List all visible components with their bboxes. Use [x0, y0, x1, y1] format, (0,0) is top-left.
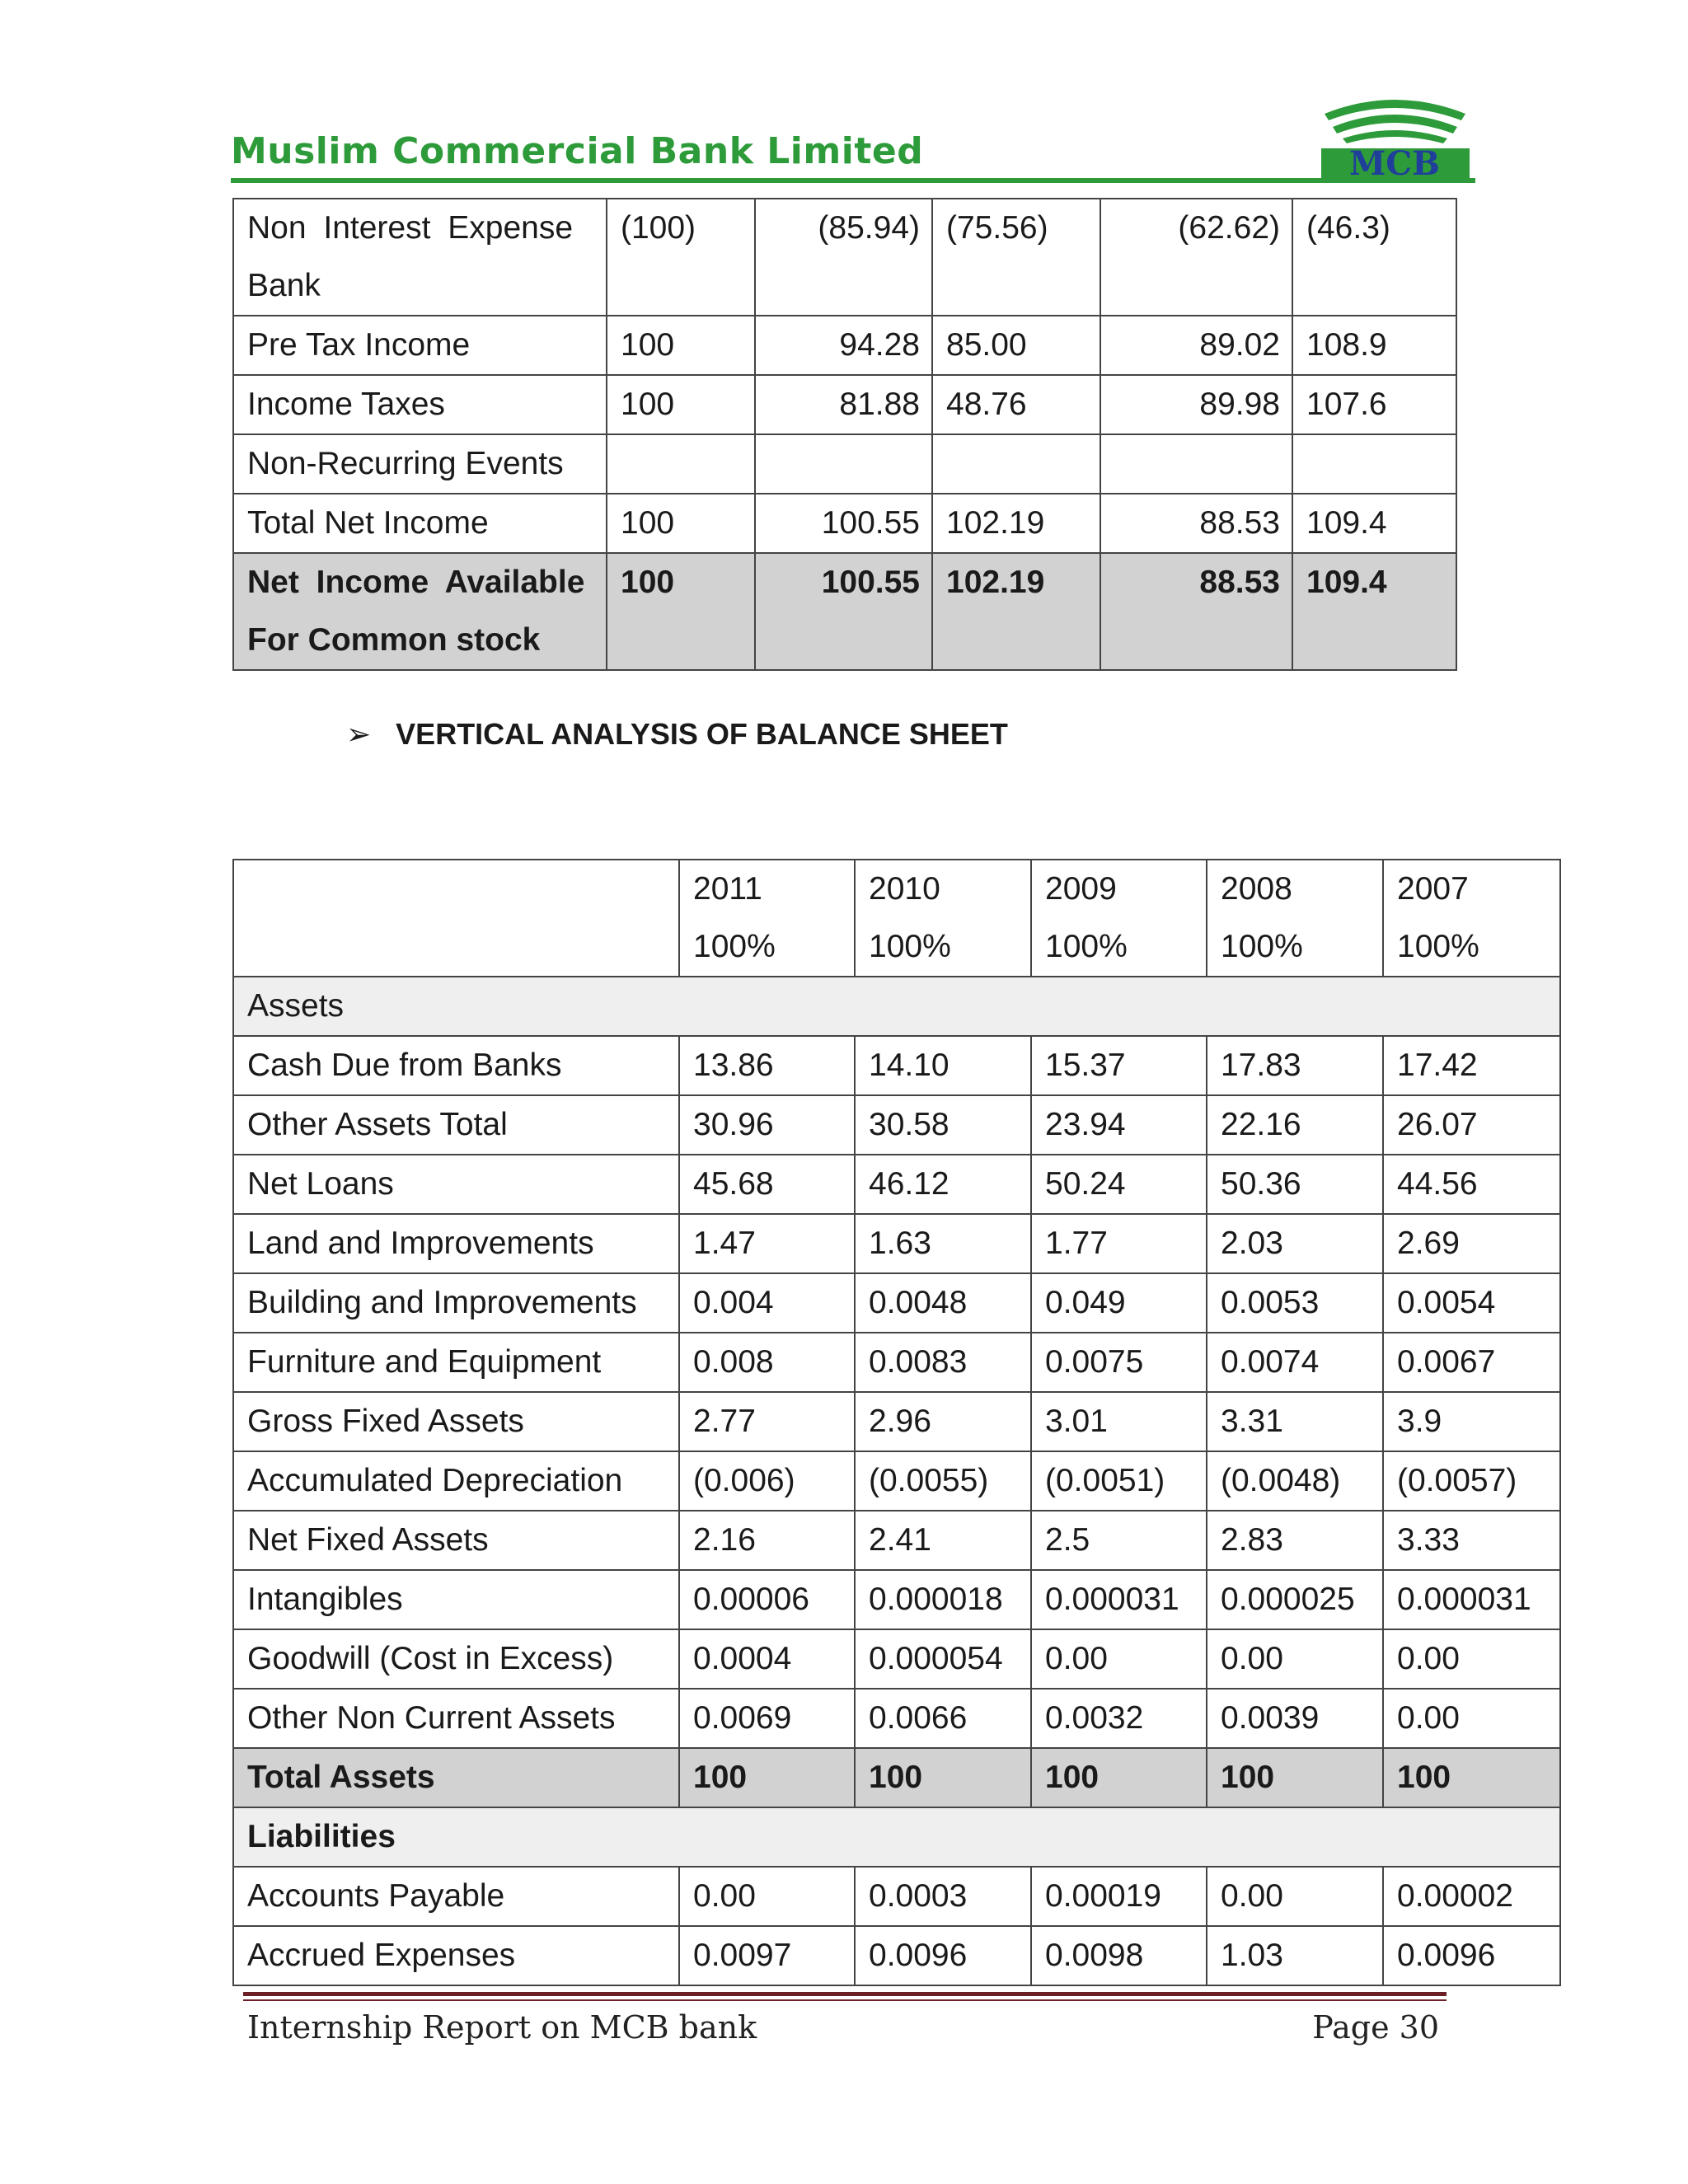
- table-cell: 0.00019: [1031, 1867, 1207, 1926]
- table-cell: 100: [679, 1748, 855, 1807]
- table-cell: (46.3): [1292, 199, 1456, 316]
- table-cell: 100: [1031, 1748, 1207, 1807]
- table-cell: (100): [607, 199, 755, 316]
- column-year: 2008: [1221, 871, 1292, 907]
- table-cell: 0.0069: [679, 1689, 855, 1748]
- table-cell: 1.03: [1207, 1926, 1383, 1985]
- row-label: Building and Improvements: [233, 1273, 679, 1333]
- table-cell: [1100, 434, 1292, 494]
- table-cell: (0.0048): [1207, 1451, 1383, 1511]
- table-row: [233, 1273, 1560, 1333]
- table-cell: 0.0074: [1207, 1333, 1383, 1392]
- table-cell: 17.83: [1207, 1036, 1383, 1095]
- table-cell: 17.42: [1383, 1036, 1560, 1095]
- table-cell: 0.0039: [1207, 1689, 1383, 1748]
- table-cell: 0.0097: [679, 1926, 855, 1985]
- footer-rule: [243, 1992, 1447, 1996]
- footer-report-title: Internship Report on MCB bank: [247, 2009, 757, 2046]
- header-blank-cell: [233, 860, 679, 977]
- table-cell: 0.000031: [1031, 1570, 1207, 1629]
- table-cell: 2.77: [679, 1392, 855, 1451]
- table-row: [233, 1689, 1560, 1748]
- table-cell: 2.5: [1031, 1511, 1207, 1570]
- table-cell: [932, 434, 1100, 494]
- table-cell: 0.0066: [855, 1689, 1031, 1748]
- table-row: [233, 1036, 1560, 1095]
- table-cell: 81.88: [755, 375, 932, 434]
- assets-section: [233, 977, 1560, 1036]
- table-cell: 0.0048: [855, 1273, 1031, 1333]
- row-label-line: Income Taxes: [247, 387, 445, 422]
- row-label: [233, 316, 607, 375]
- table-cell: 88.53: [1100, 494, 1292, 553]
- table-cell: 2.69: [1383, 1214, 1560, 1273]
- table-row: [233, 553, 1456, 670]
- column-percent: 100%: [869, 929, 951, 964]
- table-cell: 3.9: [1383, 1392, 1560, 1451]
- column-header: [855, 860, 1031, 977]
- row-label: Net Loans: [233, 1155, 679, 1214]
- table-cell: 0.000018: [855, 1570, 1031, 1629]
- row-label-line: Total Net Income: [247, 505, 489, 541]
- table-cell: 50.36: [1207, 1155, 1383, 1214]
- table-cell: 0.00: [1383, 1689, 1560, 1748]
- table-cell: 94.28: [755, 316, 932, 375]
- table-cell: 44.56: [1383, 1155, 1560, 1214]
- table-cell: 22.16: [1207, 1095, 1383, 1155]
- row-label: Total Assets: [233, 1748, 679, 1807]
- column-header: [1207, 860, 1383, 977]
- table-cell: 13.86: [679, 1036, 855, 1095]
- column-header: [679, 860, 855, 977]
- logo-text: MCB: [1349, 144, 1440, 183]
- footer-rule-thin: [243, 1999, 1447, 2001]
- table-row: [233, 494, 1456, 553]
- table-cell: 0.0096: [1383, 1926, 1560, 1985]
- table-cell: 2.83: [1207, 1511, 1383, 1570]
- table-cell: 100.55: [755, 494, 932, 553]
- row-label-line: Non-Recurring Events: [247, 446, 564, 481]
- column-year: 2011: [693, 871, 762, 907]
- table-cell: 0.00: [1207, 1629, 1383, 1689]
- table-cell: 2.16: [679, 1511, 855, 1570]
- table-cell: 109.4: [1292, 494, 1456, 553]
- table-cell: (0.0051): [1031, 1451, 1207, 1511]
- row-label: [233, 375, 607, 434]
- table-cell: 30.58: [855, 1095, 1031, 1155]
- row-label: Land and Improvements: [233, 1214, 679, 1273]
- table-cell: 48.76: [932, 375, 1100, 434]
- table-cell: [607, 434, 755, 494]
- table-row: [233, 1867, 1560, 1926]
- table-cell: 100: [607, 553, 755, 670]
- table-cell: 100: [607, 375, 755, 434]
- table-cell: 23.94: [1031, 1095, 1207, 1155]
- table-cell: 102.19: [932, 553, 1100, 670]
- balance-sheet-vertical-table: [232, 859, 1561, 1986]
- table-header-row: [233, 860, 1560, 977]
- table-cell: 100: [1207, 1748, 1383, 1807]
- table-row: [233, 1926, 1560, 1985]
- table-row: [233, 1155, 1560, 1214]
- table-cell: 0.0003: [855, 1867, 1031, 1926]
- table-cell: 46.12: [855, 1155, 1031, 1214]
- column-header: [1031, 860, 1207, 977]
- table-cell: 0.0083: [855, 1333, 1031, 1392]
- column-percent: 100%: [1397, 929, 1479, 964]
- table-cell: 15.37: [1031, 1036, 1207, 1095]
- arrow-bullet-icon: ➢: [346, 717, 372, 751]
- liabilities-section-label: Liabilities: [233, 1807, 1560, 1867]
- table-row: [233, 1748, 1560, 1807]
- table-cell: 0.000025: [1207, 1570, 1383, 1629]
- row-label-line: Net Income Available: [247, 565, 585, 600]
- table-cell: 30.96: [679, 1095, 855, 1155]
- table-cell: 102.19: [932, 494, 1100, 553]
- table-cell: 3.33: [1383, 1511, 1560, 1570]
- table-cell: (62.62): [1100, 199, 1292, 316]
- column-percent: 100%: [1045, 929, 1128, 964]
- table-cell: 89.02: [1100, 316, 1292, 375]
- column-year: 2010: [869, 871, 940, 907]
- table-cell: 2.96: [855, 1392, 1031, 1451]
- table-cell: 2.03: [1207, 1214, 1383, 1273]
- row-label: Net Fixed Assets: [233, 1511, 679, 1570]
- table-row: [233, 1392, 1560, 1451]
- column-percent: 100%: [1221, 929, 1303, 964]
- table-cell: 0.00002: [1383, 1867, 1560, 1926]
- table-cell: [755, 434, 932, 494]
- table-cell: 3.31: [1207, 1392, 1383, 1451]
- table-row: [233, 434, 1456, 494]
- income-analysis-table: [232, 198, 1457, 671]
- row-label: Furniture and Equipment: [233, 1333, 679, 1392]
- table-cell: 45.68: [679, 1155, 855, 1214]
- table-cell: 0.0053: [1207, 1273, 1383, 1333]
- section-heading: [346, 717, 1008, 752]
- table-cell: (0.006): [679, 1451, 855, 1511]
- table-cell: 50.24: [1031, 1155, 1207, 1214]
- column-year: 2009: [1045, 871, 1117, 907]
- table-cell: 0.000031: [1383, 1570, 1560, 1629]
- table-row: [233, 1451, 1560, 1511]
- table-row: [233, 1570, 1560, 1629]
- table-cell: (75.56): [932, 199, 1100, 316]
- table-cell: 0.00: [1383, 1629, 1560, 1689]
- column-percent: 100%: [693, 929, 776, 964]
- table-cell: 100: [855, 1748, 1031, 1807]
- row-label: Accumulated Depreciation: [233, 1451, 679, 1511]
- row-label-line: Non Interest Expense: [247, 210, 574, 246]
- table-cell: 0.0032: [1031, 1689, 1207, 1748]
- table-cell: 0.008: [679, 1333, 855, 1392]
- table-cell: 0.0098: [1031, 1926, 1207, 1985]
- row-label: Other Non Current Assets: [233, 1689, 679, 1748]
- table-cell: 108.9: [1292, 316, 1456, 375]
- table-row: [233, 199, 1456, 316]
- row-label: [233, 553, 607, 670]
- table-row: [233, 1095, 1560, 1155]
- table-cell: 0.0054: [1383, 1273, 1560, 1333]
- table-cell: 0.00: [1207, 1867, 1383, 1926]
- row-label-line: For Common stock: [247, 622, 541, 658]
- table-cell: 1.77: [1031, 1214, 1207, 1273]
- column-header: [1383, 860, 1560, 977]
- table-cell: 109.4: [1292, 553, 1456, 670]
- table-row: [233, 375, 1456, 434]
- table-cell: 0.00006: [679, 1570, 855, 1629]
- table-row: [233, 1214, 1560, 1273]
- mcb-logo: [1315, 91, 1475, 183]
- table-cell: (0.0057): [1383, 1451, 1560, 1511]
- table-cell: 89.98: [1100, 375, 1292, 434]
- column-year: 2007: [1397, 871, 1469, 907]
- row-label: Goodwill (Cost in Excess): [233, 1629, 679, 1689]
- table-cell: 1.47: [679, 1214, 855, 1273]
- row-label: [233, 494, 607, 553]
- row-label: Other Assets Total: [233, 1095, 679, 1155]
- table-cell: 85.00: [932, 316, 1100, 375]
- table-cell: 100: [1383, 1748, 1560, 1807]
- table-cell: 100.55: [755, 553, 932, 670]
- row-label: Accrued Expenses: [233, 1926, 679, 1985]
- row-label: [233, 434, 607, 494]
- table-cell: 100: [607, 494, 755, 553]
- table-row: [233, 1511, 1560, 1570]
- table-cell: 3.01: [1031, 1392, 1207, 1451]
- assets-section-label: Assets: [233, 977, 1560, 1036]
- table-cell: 0.000054: [855, 1629, 1031, 1689]
- table-cell: 0.00: [679, 1867, 855, 1926]
- table-cell: (85.94): [755, 199, 932, 316]
- table-cell: 14.10: [855, 1036, 1031, 1095]
- table-cell: 1.63: [855, 1214, 1031, 1273]
- section-heading-text: VERTICAL ANALYSIS OF BALANCE SHEET: [396, 717, 1008, 751]
- row-label-line: Bank: [247, 268, 321, 303]
- table-cell: 88.53: [1100, 553, 1292, 670]
- bank-name-heading: Muslim Commercial Bank Limited: [231, 130, 924, 172]
- table-cell: 0.0075: [1031, 1333, 1207, 1392]
- table-cell: 0.049: [1031, 1273, 1207, 1333]
- row-label: [233, 199, 607, 316]
- row-label: Cash Due from Banks: [233, 1036, 679, 1095]
- table-row: [233, 1629, 1560, 1689]
- table-cell: 2.41: [855, 1511, 1031, 1570]
- table-cell: 0.004: [679, 1273, 855, 1333]
- table-cell: 0.0067: [1383, 1333, 1560, 1392]
- table-row: [233, 316, 1456, 375]
- table-cell: [1292, 434, 1456, 494]
- table-cell: 0.0096: [855, 1926, 1031, 1985]
- row-label-line: Pre Tax Income: [247, 327, 471, 363]
- header-rule: [231, 178, 1475, 183]
- table-cell: 107.6: [1292, 375, 1456, 434]
- table-cell: (0.0055): [855, 1451, 1031, 1511]
- row-label: Accounts Payable: [233, 1867, 679, 1926]
- table-cell: 100: [607, 316, 755, 375]
- table-cell: 0.00: [1031, 1629, 1207, 1689]
- liabilities-section: [233, 1807, 1560, 1867]
- row-label: Gross Fixed Assets: [233, 1392, 679, 1451]
- table-cell: 0.0004: [679, 1629, 855, 1689]
- table-row: [233, 1333, 1560, 1392]
- table-cell: 26.07: [1383, 1095, 1560, 1155]
- footer-page-number: Page 30: [1312, 2009, 1439, 2046]
- row-label: Intangibles: [233, 1570, 679, 1629]
